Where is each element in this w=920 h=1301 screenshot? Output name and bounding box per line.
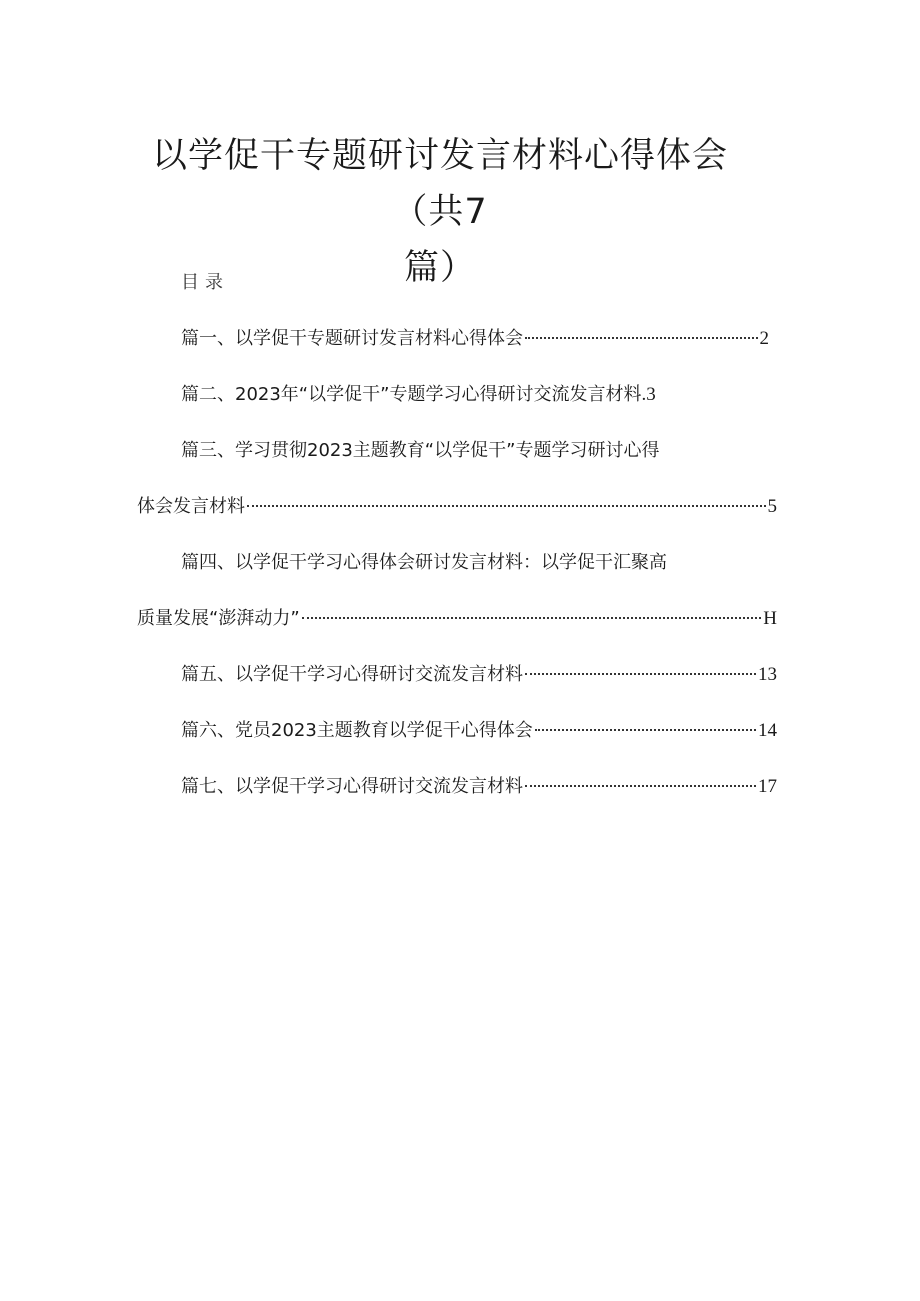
dot-leader xyxy=(247,504,766,507)
toc-entry-text: 篇七、以学促干学习心得研讨交流发言材料 xyxy=(181,776,523,797)
dot-leader xyxy=(535,728,756,731)
dot-leader xyxy=(525,672,756,675)
toc-page-number: .3 xyxy=(641,384,656,405)
toc-page-number: 2 xyxy=(759,328,769,349)
toc-entry-3-line-2[interactable] xyxy=(137,492,777,518)
toc-entry-text-continued: 体会发言材料 xyxy=(137,496,245,517)
toc-entry-6[interactable] xyxy=(181,716,777,742)
toc-entry-1[interactable] xyxy=(181,324,769,350)
title-line-1: 以学促干专题研讨发言材料心得体会（共7 xyxy=(151,136,728,232)
toc-entry-text: 篇三、学习贯彻2023主题教育“以学促干”专题学习研讨心得 xyxy=(181,440,660,461)
toc-entry-text: 篇五、以学促干学习心得研讨交流发言材料 xyxy=(181,664,523,685)
toc-entry-7[interactable] xyxy=(181,772,777,798)
toc-page-number: 17 xyxy=(758,776,777,797)
toc-entry-text: 篇一、以学促干专题研讨发言材料心得体会 xyxy=(181,328,523,349)
toc-entry-text: 篇四、以学促干学习心得体会研讨发言材料：以学促干汇聚高 xyxy=(181,552,667,573)
toc-entry-text: 篇二、2023年“以学促干”专题学习心得研讨交流发言材料 xyxy=(181,384,642,405)
toc-page-number: 13 xyxy=(758,664,777,685)
toc-entry-3-line-1[interactable] xyxy=(181,436,659,462)
dot-leader xyxy=(525,336,758,339)
toc-page-number: 14 xyxy=(758,720,777,741)
toc-page-number: 5 xyxy=(767,496,777,517)
toc-entry-5[interactable] xyxy=(181,660,777,686)
toc-entry-text-continued: 质量发展“澎湃动力” xyxy=(137,608,300,629)
dot-leader xyxy=(525,784,756,787)
toc-entry-4-line-1[interactable] xyxy=(181,548,667,574)
toc-entry-2[interactable] xyxy=(181,380,656,406)
dot-leader xyxy=(302,616,762,619)
toc-entry-4-line-2[interactable] xyxy=(137,604,777,630)
toc-entry-text: 篇六、党员2023主题教育以学促干心得体会 xyxy=(181,720,533,741)
title-line-2: 篇） xyxy=(403,248,476,288)
toc-page-number: H xyxy=(763,608,777,629)
toc-heading: 目录 xyxy=(181,272,229,293)
